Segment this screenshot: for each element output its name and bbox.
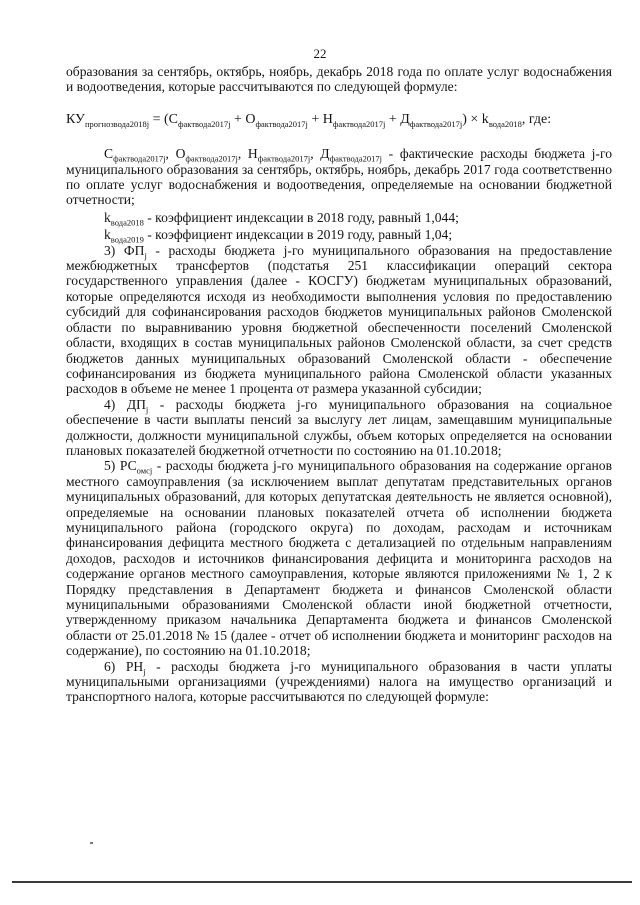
- item-text: - расходы бюджета j-го муниципального образования в части уплаты муниципальными организациями (учреждениями) налога на имущество организаций и транспортного налога, которые рассчитываются по следующей формуле:: [66, 658, 612, 705]
- symbol: k: [104, 227, 111, 243]
- subscript: фактвода2017j: [257, 153, 311, 164]
- item-head: 6) РН: [104, 658, 144, 674]
- paragraph-item-3: [66, 243, 612, 397]
- paragraph-item-4: [66, 397, 612, 459]
- definition-text: - фактические расходы бюджета j-го муниципального образования за сентябрь, октябрь, ноябрь, декабрь 2017 года соответственно по оплате услуг водоснабжения и водоотведения, определяемые на основании бюджетной отчетности;: [66, 146, 612, 208]
- subscript: вода2019: [110, 234, 144, 245]
- formula-subscript: фактвода2017j: [255, 118, 308, 129]
- document-body: [66, 64, 612, 705]
- formula-part: = (С: [149, 111, 179, 127]
- formula-subscript: вода2018: [488, 118, 522, 129]
- definition-text: - коэффициент индексации в 2019 году, равный 1,04;: [143, 227, 453, 243]
- symbol: , Д: [310, 146, 330, 162]
- subscript: фактвода2017j: [329, 153, 382, 164]
- formula-subscript: фактвода2017j: [332, 118, 386, 129]
- definition-text: - коэффициент индексации в 2018 году, равный 1,044;: [143, 209, 459, 225]
- paragraph-item-6: [66, 659, 612, 705]
- paragraph-item-5: [66, 458, 612, 658]
- page-number: 22: [313, 46, 327, 61]
- subscript: j: [144, 250, 147, 261]
- scan-mark: [90, 842, 93, 844]
- formula-subscript: фактвода2017j: [178, 118, 231, 129]
- item-head: 3) ФП: [104, 242, 145, 258]
- formula-ku-subscript: прогнозвода2018j: [84, 118, 150, 129]
- subscript: фактвода2017j: [113, 153, 166, 164]
- paragraph-definition-c: [66, 146, 612, 208]
- symbol: k: [104, 209, 111, 225]
- item-text: - расходы бюджета j-го муниципального образования на социальное обеспечение в части выплаты пенсий за выслугу лет лицам, замещавшим муниципальные должности, должности муниципальной службы, объем которых определяется на основании плановых показателей бюджетной отчетности по состоянию на 01.10.2018;: [66, 396, 612, 458]
- symbol: , Н: [237, 146, 258, 162]
- subscript: j: [143, 666, 146, 677]
- formula-ku-symbol: КУ: [66, 111, 85, 127]
- formula-part: + Н: [307, 111, 333, 127]
- item-text: - расходы бюджета j-го муниципального образования на содержание органов местного самоуправления (за исключением выплат депутатам представительных органов муниципальных образований, для которых депутатская деятельность не является основной), определяемые на основании плановых показателей отчета об исполнении бюджета муниципального района (городского округа) по доходам, расходам и источникам финансирования дефицита местного бюджета с детализацией по отдельным направлениям доходов, расходов и источников финансирования дефицита и мониторинга расходов на содержание органов местного самоуправления, которые являются приложениями № 1, 2 к Порядку представления в Департамент бюджета и финансов Смоленской области муниципальными образованиями Смоленской области иной бюджетной отчетности, утвержденному приказом начальника Департамента бюджета и финансов Смоленской области от 25.01.2018 № 15 (далее - отчет об исполнении бюджета и мониторинг расходов на содержание), по состоянию на 01.10.2018;: [66, 458, 612, 659]
- subscript: j: [145, 404, 149, 415]
- subscript: омсj: [136, 466, 153, 477]
- item-head: 5) РС: [104, 458, 137, 474]
- paragraph-k2019: [66, 227, 612, 245]
- item-head: 4) ДП: [104, 396, 146, 412]
- symbol: , О: [165, 146, 186, 162]
- formula-ku: [66, 112, 612, 127]
- formula-part: + Д: [385, 111, 410, 127]
- symbol: С: [104, 146, 114, 162]
- subscript: вода2018: [110, 217, 144, 228]
- paragraph-k2018: [66, 209, 612, 228]
- subscript: фактвода2017j: [185, 153, 238, 164]
- paragraph-intro: образования за сентябрь, октябрь, ноябрь, декабрь 2018 года по оплате услуг водоснабжения и водоотведения, которые рассчитываются по следующей формуле:: [66, 64, 612, 95]
- formula-part: ) × k: [462, 111, 489, 127]
- item-text: - расходы бюджета j-го муниципального образования на предоставление межбюджетных трансфертов (подстатья 251 классификации операций сектора государственного управления (далее - КОСГУ) бюджетам муниципальных образований, которые определяются исходя из необходимости выполнения условия по предоставлению субсидий для софинансирования расходов бюджетов муниципальных районов Смоленской области по выравниванию уровня бюджетной обеспеченности поселений Смоленской области, входящих в состав муниципальных районов Смоленской области, за счет средств бюджетов данных муниципальных образований Смоленской области - обеспечение софинансирования из бюджета муниципального района Смоленской области указанных расходов в объеме не менее 1 процента от размера указанной субсидии;: [66, 242, 612, 397]
- formula-part: , где:: [521, 111, 552, 127]
- page-bottom-rule: [12, 881, 632, 883]
- formula-part: + О: [230, 111, 256, 127]
- formula-subscript: фактвода2017j: [409, 118, 463, 129]
